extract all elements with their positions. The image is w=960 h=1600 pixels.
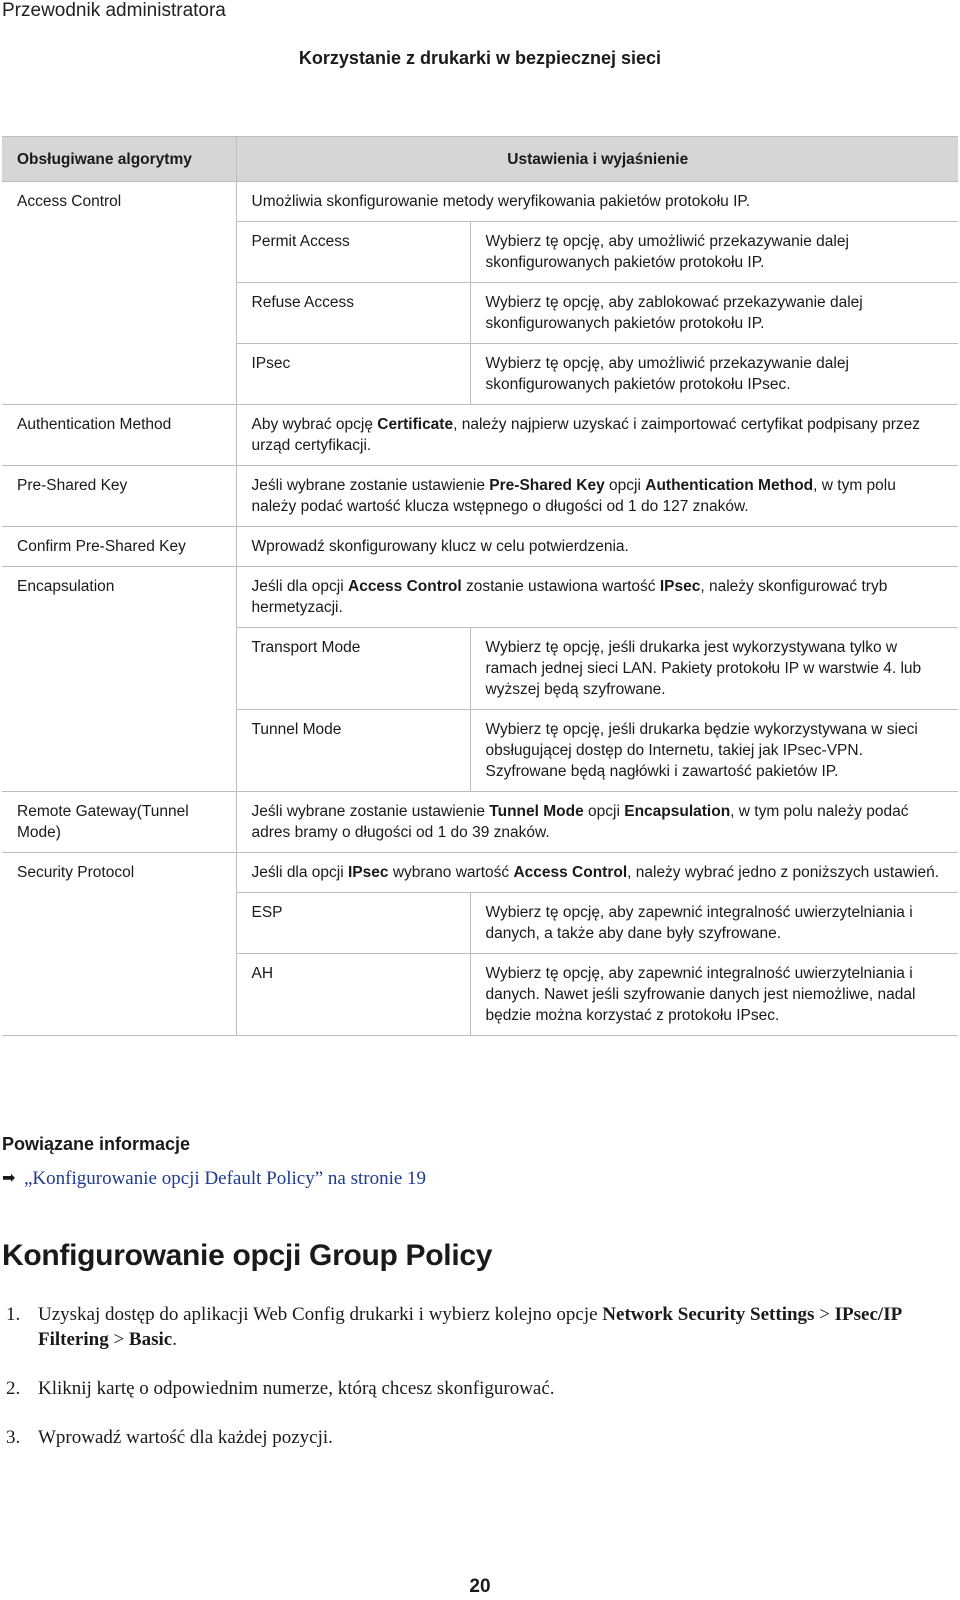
row-label-psk: Pre-Shared Key	[2, 466, 236, 527]
bold-term: Pre-Shared Key	[489, 477, 605, 494]
table-row	[2, 567, 958, 628]
text: Jeśli wybrane zostanie ustawienie	[251, 803, 490, 820]
text: Uzyskaj dostęp do aplikacji Web Config drukarki i wybierz kolejno opcje	[38, 1304, 603, 1325]
text: zostanie ustawiona wartość	[461, 578, 660, 595]
row-label-security-protocol: Security Protocol	[2, 853, 236, 1036]
group-policy-heading: Konfigurowanie opcji Group Policy	[2, 1239, 493, 1272]
text: Jeśli dla opcji	[251, 578, 348, 595]
option-esp: ESP	[236, 893, 470, 954]
option-ah: AH	[236, 954, 470, 1036]
option-desc-transport-mode: Wybierz tę opcję, jeśli drukarka jest wykorzystywana tylko w ramach jednej sieci LAN. Pakiety protokołu IP w warstwie 4. lub wyższej będą szyfrowane.	[470, 628, 958, 710]
page-number: 20	[469, 1576, 491, 1597]
text: opcji	[604, 477, 646, 494]
row-desc-auth-method	[236, 405, 958, 466]
option-ipsec: IPsec	[236, 344, 470, 405]
bold-term: IPsec	[659, 578, 701, 595]
bold-term: Tunnel Mode	[489, 803, 584, 820]
table-header-row	[2, 137, 958, 182]
row-label-remote-gateway: Remote Gateway(Tunnel Mode)	[2, 792, 236, 853]
option-desc-tunnel-mode: Wybierz tę opcję, jeśli drukarka będzie wykorzystywana w sieci obsługującej dostęp do Internetu, takiej jak IPsec-VPN. Szyfrowane będą nagłówki i zawartość pakietów IP.	[470, 710, 958, 792]
table-row	[2, 405, 958, 466]
row-desc-security-protocol	[236, 853, 958, 893]
step-number: 3.	[6, 1427, 21, 1448]
step-text: Wprowadź wartość dla każdej pozycji.	[38, 1427, 333, 1448]
option-transport-mode: Transport Mode	[236, 628, 470, 710]
step-text: Kliknij kartę o odpowiednim numerze, którą chcesz skonfigurować.	[38, 1378, 555, 1399]
step-number: 2.	[6, 1378, 21, 1399]
bold-term: Access Control	[348, 578, 462, 595]
related-link-text[interactable]: „Konfigurowanie opcji Default Policy” na stronie 19	[24, 1168, 427, 1189]
row-label-auth-method: Authentication Method	[2, 405, 236, 466]
bold-term: Certificate	[377, 416, 454, 433]
text: , należy skonfigurować tryb hermetyzacji.	[251, 578, 888, 616]
option-tunnel-mode: Tunnel Mode	[236, 710, 470, 792]
option-desc-ah: Wybierz tę opcję, aby zapewnić integralność uwierzytelniania i danych. Nawet jeśli szyfrowanie danych jest niemożliwe, nadal będzie można korzystać z protokołu IPsec.	[470, 954, 958, 1036]
row-desc-confirm-psk: Wprowadź skonfigurowany klucz w celu potwierdzenia.	[236, 527, 958, 567]
row-label-access-control: Access Control	[2, 182, 236, 405]
text: opcji	[583, 803, 625, 820]
document-header-title: Przewodnik administratora	[2, 0, 226, 21]
section-title: Korzystanie z drukarki w bezpiecznej sieci	[298, 48, 662, 68]
step-number: 1.	[6, 1304, 21, 1325]
table-row	[2, 466, 958, 527]
bold-term: Network Security Settings	[602, 1304, 815, 1325]
option-desc-permit-access: Wybierz tę opcję, aby umożliwić przekazywanie dalej skonfigurowanych pakietów protokołu IP.	[470, 222, 958, 283]
bold-term: Basic	[128, 1329, 173, 1350]
bold-term: Authentication Method	[645, 477, 814, 494]
related-link[interactable]	[2, 1168, 426, 1190]
option-refuse-access: Refuse Access	[236, 283, 470, 344]
table-row	[2, 853, 958, 893]
table-row	[2, 527, 958, 567]
option-permit-access: Permit Access	[236, 222, 470, 283]
option-desc-refuse-access: Wybierz tę opcję, aby zablokować przekazywanie dalej skonfigurowanych pakietów protokołu IP.	[470, 283, 958, 344]
bold-term: IPsec	[348, 864, 389, 881]
row-desc-remote-gateway	[236, 792, 958, 853]
row-desc-encapsulation	[236, 567, 958, 628]
text: , w tym polu należy podać adres bramy o długości od 1 do 39 znaków.	[251, 803, 909, 841]
text: Jeśli wybrane zostanie ustawienie	[251, 477, 490, 494]
bold-term: Encapsulation	[624, 803, 731, 820]
text: >	[814, 1304, 835, 1325]
option-desc-ipsec: Wybierz tę opcję, aby umożliwić przekazywanie dalej skonfigurowanych pakietów protokołu IPsec.	[470, 344, 958, 405]
text: , należy wybrać jedno z poniższych ustawień.	[627, 864, 940, 881]
text: Jeśli dla opcji	[251, 864, 348, 881]
algorithms-table	[2, 136, 958, 1036]
table-row	[2, 182, 958, 222]
row-label-encapsulation: Encapsulation	[2, 567, 236, 792]
step-text	[38, 1302, 918, 1352]
table-row	[2, 792, 958, 853]
bold-term: Access Control	[513, 864, 628, 881]
col-header-algorithms: Obsługiwane algorytmy	[2, 137, 236, 182]
text: >	[108, 1329, 129, 1350]
text: Aby wybrać opcję	[251, 416, 378, 433]
arrow-right-icon: ➡	[2, 1168, 16, 1187]
text: , w tym polu należy podać wartość klucza wstępnego o długości od 1 do 127 znaków.	[251, 477, 896, 515]
bold-term: IPsec/IP Filtering	[38, 1304, 902, 1350]
row-label-confirm-psk: Confirm Pre-Shared Key	[2, 527, 236, 567]
row-desc-psk	[236, 466, 958, 527]
text: wybrano wartość	[388, 864, 514, 881]
related-info-title: Powiązane informacje	[2, 1134, 191, 1154]
text: , należy najpierw uzyskać i zaimportować certyfikat podpisany przez urząd certyfikacji.	[251, 416, 921, 454]
row-desc-access-control: Umożliwia skonfigurowanie metody weryfikowania pakietów protokołu IP.	[236, 182, 958, 222]
text: .	[172, 1329, 177, 1350]
option-desc-esp: Wybierz tę opcję, aby zapewnić integralność uwierzytelniania i danych, a także aby dane były szyfrowane.	[470, 893, 958, 954]
col-header-settings: Ustawienia i wyjaśnienie	[236, 137, 958, 182]
